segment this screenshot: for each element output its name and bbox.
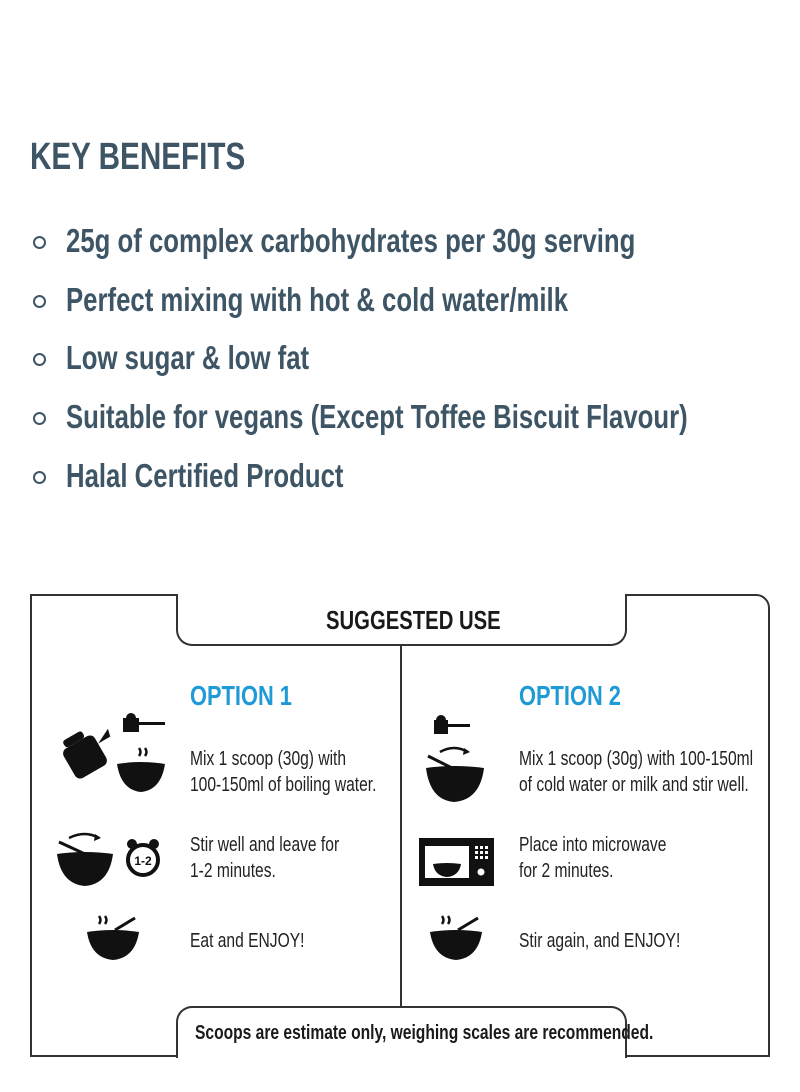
step-line: Place into microwave — [519, 834, 667, 856]
option1-label-text: OPTION 1 — [190, 680, 292, 711]
bullet-icon — [33, 295, 46, 308]
bullet-icon — [33, 412, 46, 425]
kettle-scoop-bowl-icon — [55, 712, 175, 792]
stir-bowl-clock-icon — [55, 828, 165, 888]
bullet-icon — [33, 471, 46, 484]
benefit-text: 25g of complex carbohydrates per 30g serving — [66, 222, 636, 259]
clock-label: 1-2 — [134, 854, 152, 868]
benefit-text: Low sugar & low fat — [66, 339, 310, 376]
benefit-text: Suitable for vegans (Except Toffee Biscuit Flavour) — [66, 398, 688, 435]
bullet-icon — [33, 236, 46, 249]
benefit-item — [30, 222, 790, 262]
hot-bowl-icon — [428, 912, 488, 962]
step-line: Mix 1 scoop (30g) with — [190, 748, 347, 770]
option1-label — [190, 680, 321, 712]
scoop-stir-bowl-icon — [424, 712, 490, 804]
benefit-text: Perfect mixing with hot & cold water/milk — [66, 281, 569, 318]
option1-step2 — [190, 832, 381, 884]
suggested-use-header — [176, 594, 627, 646]
step-line: Stir well and leave for — [190, 834, 340, 856]
benefit-item — [30, 281, 790, 321]
key-benefits-title-text: KEY BENEFITS — [30, 136, 246, 178]
hot-bowl-icon — [85, 912, 145, 962]
option1-step3 — [190, 928, 337, 954]
step-line: Eat and ENJOY! — [190, 930, 305, 952]
benefit-text: Halal Certified Product — [66, 457, 344, 494]
microwave-icon — [419, 838, 494, 888]
benefit-item — [30, 339, 790, 379]
step-line: 100-150ml of boiling water. — [190, 774, 377, 796]
option2-label — [519, 680, 650, 712]
step-line: for 2 minutes. — [519, 860, 614, 882]
step-line: 1-2 minutes. — [190, 860, 276, 882]
option2-step3 — [519, 928, 726, 954]
footnote-tab — [176, 1006, 654, 1058]
step-line: Stir again, and ENJOY! — [519, 930, 681, 952]
step-line: Mix 1 scoop (30g) with 100-150ml — [519, 748, 754, 770]
step-line: of cold water or milk and stir well. — [519, 774, 749, 796]
option2-step2 — [519, 832, 708, 884]
suggested-use-title: SUGGESTED USE — [326, 605, 501, 635]
benefit-item — [30, 457, 790, 497]
bullet-icon — [33, 353, 46, 366]
key-benefits-title — [30, 136, 306, 179]
option2-step1 — [519, 746, 800, 798]
footnote-text: Scoops are estimate only, weighing scales are recommended. — [195, 1022, 654, 1044]
option1-step1 — [190, 746, 429, 798]
column-divider — [400, 646, 402, 1006]
benefit-item — [30, 398, 790, 438]
option2-label-text: OPTION 2 — [519, 680, 621, 711]
